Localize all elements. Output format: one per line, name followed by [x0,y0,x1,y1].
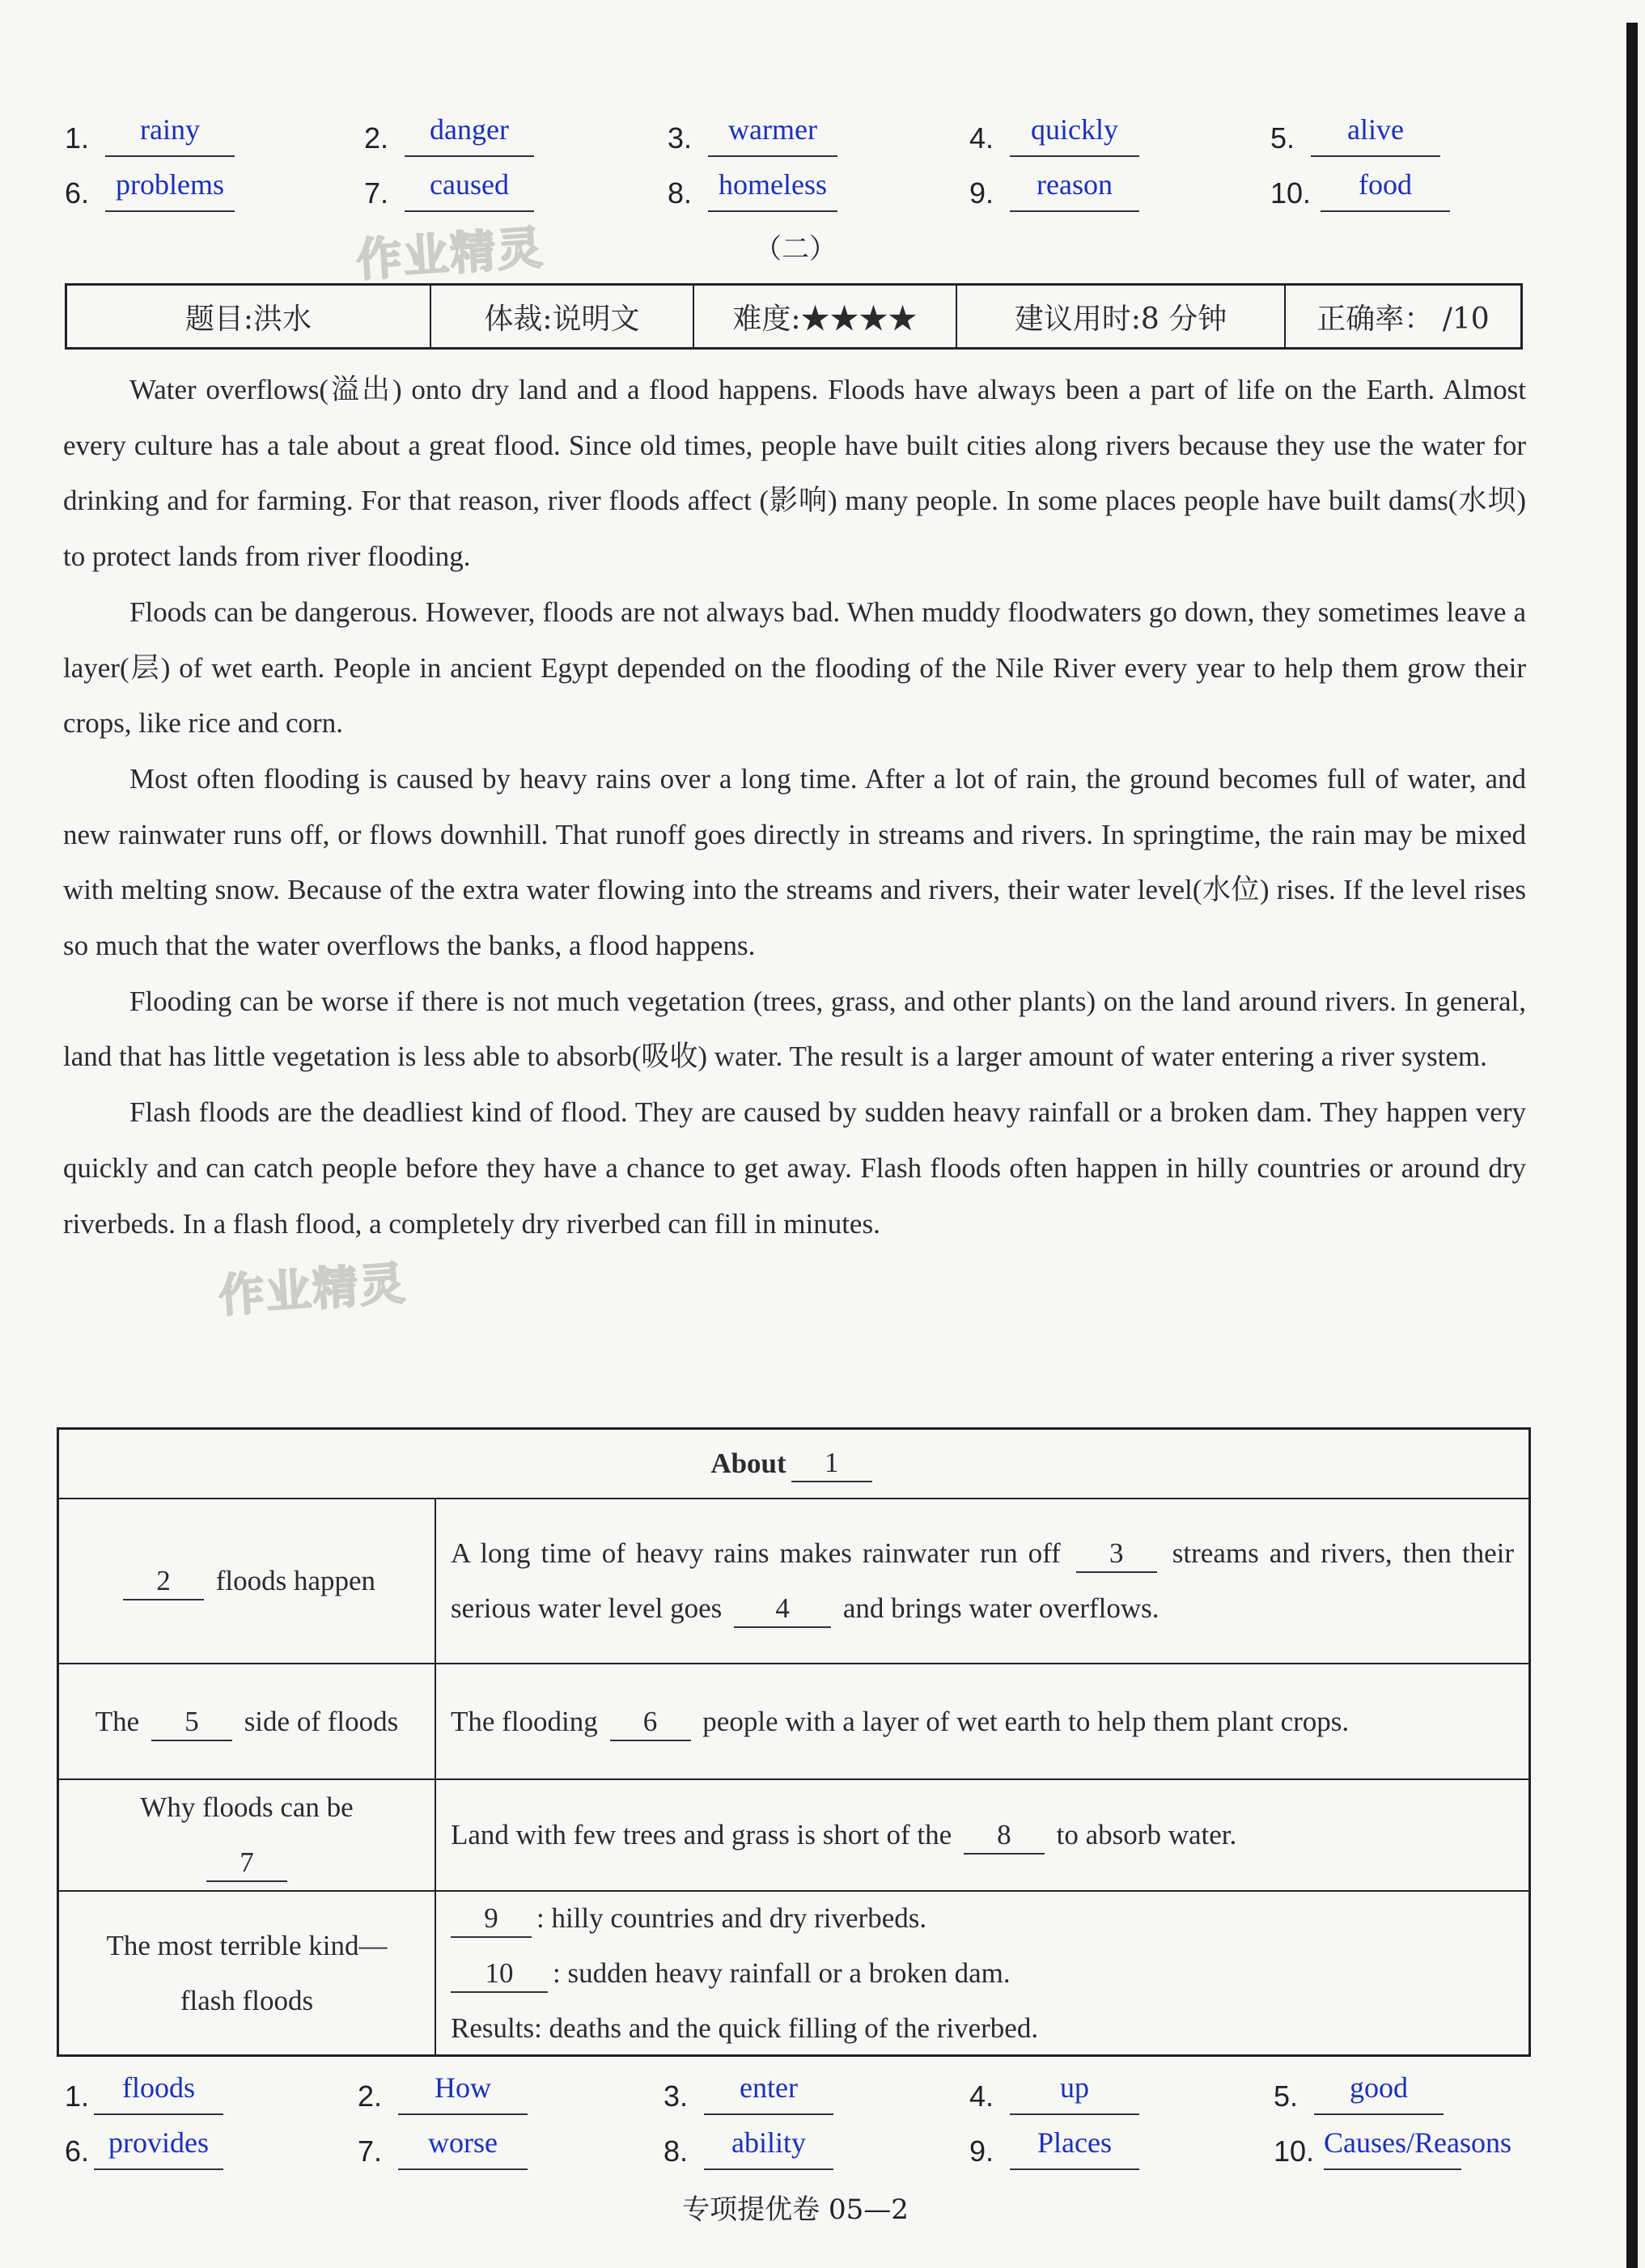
answer-row [65,2118,1570,2175]
answer-blank [398,2122,528,2170]
answer-number: 5. [1270,121,1295,155]
answer-word: alive [1347,113,1404,146]
answer-row [65,2063,1570,2120]
answer-word: problems [116,168,224,201]
answer-blank [704,2067,833,2115]
answer-blank [1010,163,1139,212]
answer-number: 5. [1274,2079,1299,2113]
paragraph: Water overflows(溢出) onto dry land and a flood happens. Floods have always been a part of life on the Earth. Almost every culture has a tale about a great flood. Since old times, people have built cities along rivers because they use the water for drinking and for farming. For that reason, river floods affect (影响) many people. In some places people have built dams(水坝) to protect lands from river flooding. [63,374,1526,573]
summary-row [59,1778,1528,1890]
answer-number: 8. [664,2134,689,2168]
content-text: and brings water overflows. [842,1592,1160,1624]
answer-word: Places [1037,2126,1112,2159]
watermark: 作业精灵 [217,1257,409,1324]
answer-number: 9. [969,176,994,210]
answer-item [358,2118,600,2175]
answer-item [65,2118,307,2175]
answer-blank [1010,108,1139,157]
answer-number: 10. [1274,2134,1315,2168]
answer-word: quickly [1031,113,1118,146]
answer-word: floods [122,2071,195,2104]
summary-row-heading [59,1499,436,1663]
content-text: : sudden heavy rainfall or a broken dam. [553,1956,1011,1989]
answer-word: reason [1037,168,1113,201]
summary-row-heading [59,1892,436,2054]
summary-title [59,1430,1528,1498]
answer-item [969,160,1212,217]
answer-item [969,2118,1212,2175]
answer-word: provides [108,2126,209,2159]
answer-number: 8. [668,176,693,210]
answer-word: food [1359,168,1412,201]
summary-row [59,1498,1528,1663]
answer-word: rainy [140,113,200,146]
answer-blank [94,2122,223,2170]
info-genre: 体裁:说明文 [431,286,694,347]
summary-row-content [436,1780,1528,1890]
answer-blank [1321,163,1450,212]
answer-word: ability [731,2126,806,2159]
info-difficulty: 难度:★★★★ [694,286,957,347]
info-topic: 题目:洪水 [67,286,431,347]
summary-row-content [436,1499,1528,1663]
answer-number: 2. [364,121,389,155]
answer-number: 1. [65,2079,90,2113]
answer-item [1274,2118,1581,2175]
content-text: to absorb water. [1056,1819,1237,1850]
answer-word: Causes/Reasons [1324,2126,1511,2159]
paragraph: Flooding can be worse if there is not much vegetation (trees, grass, and other plants) on the land around rivers. In general, land that has little vegetation is less able to absorb(吸收) water. The result is a larger amount of water entering a river system. [63,985,1526,1073]
content-text: The flooding [451,1705,598,1737]
answer-item [65,160,307,217]
content-text: people with a layer of wet earth to help them plant crops. [702,1705,1350,1737]
answer-blank [105,163,235,212]
answer-word: worse [428,2126,498,2159]
answer-number: 9. [969,2134,994,2168]
blank: 5 [151,1704,232,1741]
watermark: 作业精灵 [354,221,546,288]
blank: 7 [206,1845,287,1882]
answer-item [65,2063,307,2120]
answer-word: good [1350,2071,1408,2104]
answer-blank [708,163,837,212]
summary-row-content [436,1664,1528,1778]
summary-title-row [59,1430,1528,1498]
page-footer: 专项提优卷 05—2 [682,2194,909,2226]
answer-number: 7. [364,176,389,210]
blank: 8 [964,1817,1045,1855]
answer-item [364,105,607,162]
answer-item [1270,160,1529,217]
answer-number: 4. [969,121,994,155]
answer-number: 7. [358,2134,383,2168]
answer-item [969,2063,1212,2120]
blank: 9 [451,1901,532,1938]
answer-number: 1. [65,121,90,155]
answer-number: 4. [969,2079,994,2113]
summary-table [57,1427,1531,2057]
summary-row-content [436,1892,1528,2054]
answer-number: 3. [668,121,693,155]
answer-blank [94,2067,223,2115]
answer-item [1270,105,1529,162]
answer-word: up [1060,2071,1089,2104]
answer-item [668,160,910,217]
answer-blank [1010,2122,1139,2170]
paragraph: Flash floods are the deadliest kind of flood. They are caused by sudden heavy rainfall or a broken dam. They happen very quickly and can catch people before they have a chance to get away. Flash floods often happen in hilly countries or around dry riverbeds. In a flash flood, a completely dry riverbed can fill in minutes. [63,1096,1526,1240]
heading-text: Why floods can be [140,1791,354,1823]
info-table [65,283,1523,350]
answer-word: caused [430,168,509,201]
section-title: （二） [754,233,837,265]
heading-text: side of floods [244,1705,399,1737]
answer-word: enter [740,2071,798,2104]
blank: 3 [1076,1536,1157,1573]
reading-passage [63,362,1526,1252]
paragraph: Most often flooding is caused by heavy rains over a long time. After a lot of rain, the ground becomes full of water, and new rainwater runs off, or flows downhill. That runoff goes directly in streams and rivers. In springtime, the rain may be mixed with melting snow. Because of the extra water flowing into the streams and rivers, their water level(水位) rises. If the level rises so much that the water overflows the banks, a flood happens. [63,762,1526,962]
info-time: 建议用时:8 分钟 [957,286,1286,347]
summary-title-text: About [710,1448,786,1479]
summary-row [59,1890,1528,2054]
answer-blank [1311,108,1440,157]
answer-number: 10. [1270,176,1312,210]
summary-row-heading [59,1780,436,1890]
content-text: A long time of heavy rains makes rainwater run off [451,1537,1061,1569]
answer-word: danger [430,113,509,146]
answer-item [1274,2063,1533,2120]
blank: 10 [451,1956,548,1993]
answer-row [65,105,1570,162]
answer-word: How [435,2071,491,2104]
content-text: : hilly countries and dry riverbeds. [536,1901,927,1934]
answer-number: 2. [358,2079,383,2113]
answer-word: homeless [719,168,827,201]
content-text: Land with few trees and grass is short of the [451,1819,952,1850]
answer-number: 3. [664,2079,689,2113]
heading-text: The [95,1705,140,1737]
answer-item [664,2063,906,2120]
blank: 4 [734,1591,831,1628]
content-text: streams and rivers, then their serious water level goes [451,1537,1515,1624]
answer-blank [405,108,534,157]
answer-item [668,105,910,162]
answer-blank [1010,2067,1139,2115]
answer-blank [1314,2067,1444,2115]
answer-row [65,160,1570,217]
heading-text: The most terrible kind— [106,1929,388,1961]
answer-word: warmer [728,113,817,146]
content-text: Results: deaths and the quick filling of the riverbed. [451,2012,1039,2044]
info-accuracy: 正确率： /10 [1316,302,1490,336]
answer-blank [398,2067,528,2115]
heading-text: flash floods [180,1984,314,2016]
blank: 1 [791,1445,872,1482]
answer-item [969,105,1212,162]
scan-edge-bar [1626,23,1638,2268]
answer-item [65,105,307,162]
heading-text: floods happen [215,1565,376,1596]
answer-blank [1324,2122,1511,2170]
paragraph: Floods can be dangerous. However, floods are not always bad. When muddy floodwaters go down, they sometimes leave a layer(层) of wet earth. People in ancient Egypt depended on the flooding of the Nile River every year to help them grow their crops, like rice and corn. [63,596,1526,740]
answer-blank [708,108,837,157]
blank: 2 [123,1563,204,1600]
summary-row-heading [59,1664,436,1778]
answer-item [664,2118,906,2175]
blank: 6 [610,1704,691,1741]
answer-blank [105,108,235,157]
answer-item [364,160,607,217]
answer-number: 6. [65,2134,90,2168]
answer-item [358,2063,600,2120]
summary-row [59,1663,1528,1778]
answer-number: 6. [65,176,90,210]
answer-blank [405,163,534,212]
answer-blank [704,2122,833,2170]
